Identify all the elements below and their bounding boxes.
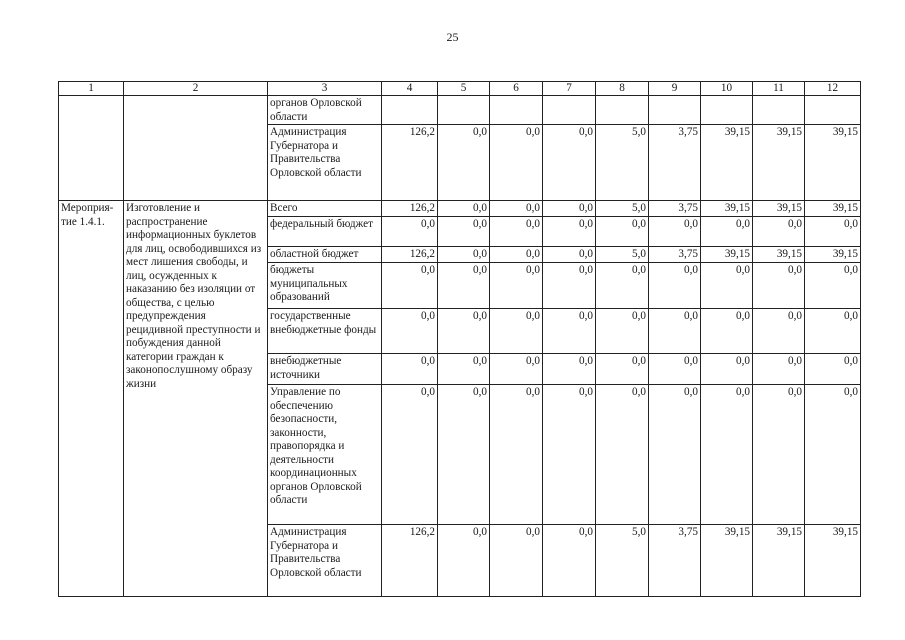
value-cell: 3,75 — [649, 125, 701, 201]
value-cell: 39,15 — [805, 525, 861, 597]
column-number-7: 7 — [543, 82, 596, 96]
value-cell: 0,0 — [438, 217, 490, 247]
funding-source: федеральный бюджет — [268, 217, 382, 247]
measure-name-cell — [124, 96, 268, 201]
value-cell: 0,0 — [805, 263, 861, 309]
funding-source: бюджеты муниципальных образований — [268, 263, 382, 309]
funding-source: Управление по обеспечению безопасности, законности, правопорядка и деятельности координационных органов Орловской области — [268, 385, 382, 525]
value-cell: 0,0 — [596, 217, 649, 247]
value-cell: 0,0 — [382, 217, 438, 247]
measure-id-cell — [59, 96, 124, 201]
value-cell — [543, 96, 596, 125]
column-number-3: 3 — [268, 82, 382, 96]
value-cell — [805, 96, 861, 125]
value-cell: 126,2 — [382, 125, 438, 201]
value-cell: 0,0 — [596, 263, 649, 309]
value-cell: 39,15 — [701, 201, 753, 217]
measure-name: Изготовление и распространение информационных буклетов для лиц, освободившихся из мест лишения свободы, и лиц, осужденных к наказанию без изоляции от общества, с целью предупреждения рецидивной преступности и побуждения данной категории граждан к законопослушному образу жизни — [124, 201, 268, 597]
column-number-1: 1 — [59, 82, 124, 96]
value-cell: 3,75 — [649, 525, 701, 597]
value-cell: 0,0 — [543, 263, 596, 309]
column-number-12: 12 — [805, 82, 861, 96]
value-cell: 0,0 — [438, 525, 490, 597]
column-number-5: 5 — [438, 82, 490, 96]
value-cell: 0,0 — [543, 247, 596, 263]
value-cell: 0,0 — [382, 385, 438, 525]
value-cell: 0,0 — [490, 354, 543, 385]
value-cell: 0,0 — [649, 263, 701, 309]
value-cell — [382, 96, 438, 125]
value-cell: 39,15 — [753, 201, 805, 217]
value-cell: 0,0 — [805, 217, 861, 247]
funding-source: Администрация Губернатора и Правительства Орловской области — [268, 525, 382, 597]
column-number-2: 2 — [124, 82, 268, 96]
value-cell: 0,0 — [543, 354, 596, 385]
value-cell: 39,15 — [753, 525, 805, 597]
value-cell: 5,0 — [596, 201, 649, 217]
value-cell: 0,0 — [753, 217, 805, 247]
column-number-4: 4 — [382, 82, 438, 96]
value-cell: 0,0 — [490, 217, 543, 247]
value-cell: 0,0 — [753, 354, 805, 385]
value-cell: 0,0 — [438, 125, 490, 201]
value-cell: 0,0 — [438, 354, 490, 385]
value-cell: 126,2 — [382, 201, 438, 217]
value-cell: 39,15 — [753, 125, 805, 201]
value-cell: 0,0 — [753, 385, 805, 525]
value-cell: 0,0 — [753, 263, 805, 309]
table-row — [59, 201, 861, 217]
value-cell — [438, 96, 490, 125]
funding-source: органов Орловской области — [268, 96, 382, 125]
value-cell: 0,0 — [490, 125, 543, 201]
value-cell: 0,0 — [701, 263, 753, 309]
value-cell — [490, 96, 543, 125]
value-cell: 0,0 — [490, 201, 543, 217]
value-cell: 0,0 — [438, 247, 490, 263]
value-cell: 3,75 — [649, 247, 701, 263]
column-number-11: 11 — [753, 82, 805, 96]
value-cell: 0,0 — [490, 525, 543, 597]
value-cell: 39,15 — [753, 247, 805, 263]
value-cell: 0,0 — [649, 385, 701, 525]
column-number-6: 6 — [490, 82, 543, 96]
value-cell: 0,0 — [490, 385, 543, 525]
value-cell: 0,0 — [490, 263, 543, 309]
value-cell: 39,15 — [701, 247, 753, 263]
value-cell: 0,0 — [490, 247, 543, 263]
value-cell: 126,2 — [382, 525, 438, 597]
value-cell: 0,0 — [543, 525, 596, 597]
value-cell: 0,0 — [701, 385, 753, 525]
funding-source: Всего — [268, 201, 382, 217]
value-cell: 0,0 — [805, 354, 861, 385]
value-cell: 0,0 — [543, 385, 596, 525]
value-cell: 0,0 — [701, 309, 753, 354]
column-number-10: 10 — [701, 82, 753, 96]
column-number-9: 9 — [649, 82, 701, 96]
value-cell: 0,0 — [438, 385, 490, 525]
value-cell: 39,15 — [805, 247, 861, 263]
value-cell: 0,0 — [438, 309, 490, 354]
value-cell — [753, 96, 805, 125]
value-cell: 0,0 — [649, 309, 701, 354]
value-cell: 5,0 — [596, 125, 649, 201]
value-cell: 0,0 — [543, 201, 596, 217]
value-cell: 39,15 — [701, 525, 753, 597]
value-cell — [649, 96, 701, 125]
value-cell: 0,0 — [805, 309, 861, 354]
value-cell: 39,15 — [805, 201, 861, 217]
page-number: 25 — [446, 30, 459, 44]
value-cell: 0,0 — [701, 217, 753, 247]
value-cell: 0,0 — [382, 263, 438, 309]
value-cell: 0,0 — [438, 201, 490, 217]
funding-source: внебюджетные источники — [268, 354, 382, 385]
value-cell: 0,0 — [596, 385, 649, 525]
value-cell — [596, 96, 649, 125]
funding-source: Администрация Губернатора и Правительства Орловской области — [268, 125, 382, 201]
value-cell: 0,0 — [382, 354, 438, 385]
value-cell: 0,0 — [543, 125, 596, 201]
value-cell: 0,0 — [382, 309, 438, 354]
value-cell: 126,2 — [382, 247, 438, 263]
value-cell — [701, 96, 753, 125]
value-cell: 0,0 — [649, 217, 701, 247]
value-cell: 39,15 — [701, 125, 753, 201]
funding-source: государственные внебюджетные фонды — [268, 309, 382, 354]
value-cell: 0,0 — [596, 309, 649, 354]
value-cell: 0,0 — [490, 309, 543, 354]
budget-table — [58, 81, 861, 597]
value-cell: 0,0 — [438, 263, 490, 309]
value-cell: 0,0 — [701, 354, 753, 385]
funding-source: областной бюджет — [268, 247, 382, 263]
value-cell: 3,75 — [649, 201, 701, 217]
value-cell: 0,0 — [543, 217, 596, 247]
value-cell: 39,15 — [805, 125, 861, 201]
value-cell: 0,0 — [753, 309, 805, 354]
column-number-8: 8 — [596, 82, 649, 96]
value-cell: 0,0 — [649, 354, 701, 385]
table-row — [59, 96, 861, 125]
value-cell: 5,0 — [596, 525, 649, 597]
measure-id: Мероприя-тие 1.4.1. — [59, 201, 124, 597]
value-cell: 0,0 — [543, 309, 596, 354]
table-header-row — [59, 82, 861, 96]
value-cell: 5,0 — [596, 247, 649, 263]
value-cell: 0,0 — [596, 354, 649, 385]
value-cell: 0,0 — [805, 385, 861, 525]
